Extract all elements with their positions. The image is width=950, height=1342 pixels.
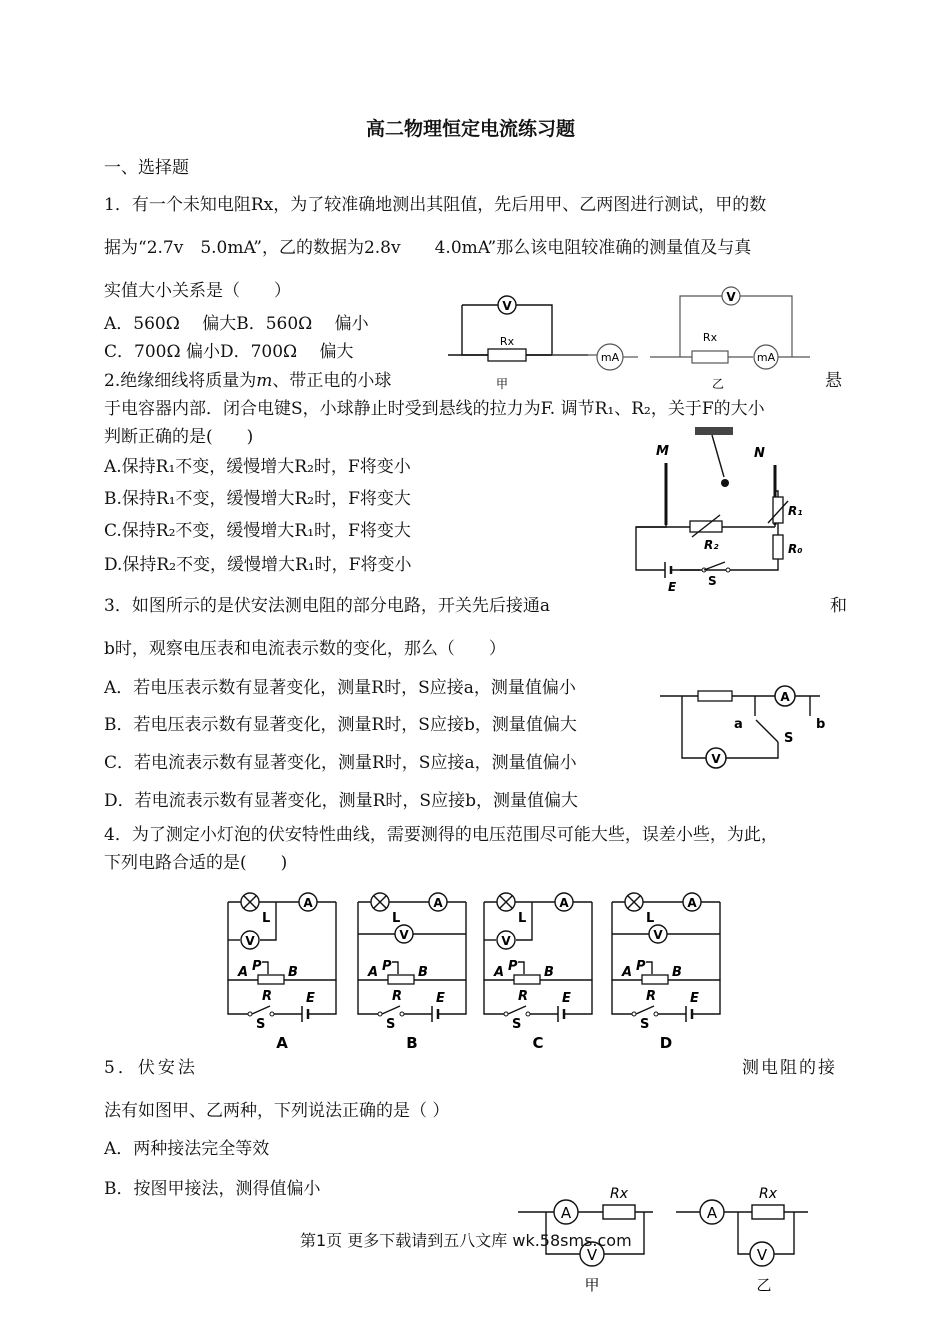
- rheostat-r-label: R: [518, 989, 529, 1004]
- ammeter-label: A: [559, 896, 569, 910]
- rheostat-symbol: [642, 975, 668, 984]
- switch-s-label: S: [512, 1017, 522, 1032]
- ammeter-label: A: [560, 1204, 572, 1222]
- q1-line1: 1．有一个未知电阻Rx，为了较准确地测出其阻值，先后用甲、乙两图进行测试，甲的数: [104, 195, 767, 215]
- voltmeter-label: V: [245, 934, 255, 948]
- q1-line2: 据为“2.7v 5.0mA”，乙的数据为2.8v 4.0mA”那么该电阻较准确的测量值及与真: [104, 238, 752, 258]
- slider-p: [262, 962, 268, 974]
- switch-contact: [270, 1012, 274, 1016]
- end-b-label: B: [418, 965, 428, 980]
- option-label-d: D: [659, 1034, 673, 1052]
- ammeter-label: A: [687, 896, 697, 910]
- battery-e-label: E: [690, 991, 699, 1006]
- q3-option-c: C．若电流表示数有显著变化，测量R时，S应接a，测量值偏小: [104, 753, 577, 773]
- rheostat-r-label: R: [262, 989, 273, 1004]
- switch-contact: [654, 1012, 658, 1016]
- switch-contact: [526, 1012, 530, 1016]
- terminal-a-label: a: [734, 717, 743, 732]
- switch-blade: [252, 1006, 270, 1014]
- q1-circuit-yi: [650, 287, 810, 391]
- slider-p-label: P: [636, 959, 646, 974]
- battery-e-label: E: [562, 991, 571, 1006]
- label-yi: 乙: [711, 377, 725, 391]
- switch-s-label: S: [784, 731, 794, 746]
- section-heading: 一、选择题: [104, 158, 189, 178]
- q3-line1-end: 和: [830, 596, 847, 616]
- q5-line1-end: 测电阻的接: [742, 1058, 837, 1078]
- end-a-label: A: [622, 965, 633, 980]
- ammeter-label: A: [706, 1204, 718, 1222]
- voltmeter-label: V: [726, 290, 736, 304]
- slider-p-label: P: [252, 959, 262, 974]
- q2-option-a: A.保持R₁不变，缓慢增大R₂时，F将变小: [104, 457, 411, 477]
- q2-capacitor-circuit-figure: [630, 425, 830, 595]
- q1-options-ab: A．560Ω 偏大B．560Ω 偏小: [104, 314, 369, 334]
- rx-label: Rx: [702, 331, 718, 344]
- voltmeter-label: V: [586, 1246, 598, 1264]
- q2-line1-part2: 、带正电的小球: [272, 371, 392, 391]
- q5-line2: 法有如图甲、乙两种，下列说法正确的是（ ）: [104, 1101, 450, 1121]
- q2-line3: 判断正确的是( ): [104, 427, 254, 447]
- end-b-label: B: [672, 965, 682, 980]
- plate-m-label: M: [656, 444, 669, 459]
- r1-label: R₁: [788, 504, 803, 518]
- q2-line2: 于电容器内部．闭合电键S，小球静止时受到悬线的拉力为F. 调节R₁、R₂，关于F的大小: [104, 399, 765, 419]
- q1-circuit-figure: [448, 285, 848, 395]
- q1-circuit-jia: [448, 296, 638, 391]
- switch-contact: [504, 1012, 508, 1016]
- page-footer: 第1页 更多下载请到五八文库 wk.58sms.com: [300, 1231, 632, 1250]
- q3-line2: b时，观察电压表和电流表示数的变化，那么（ ）: [104, 639, 506, 659]
- switch-contact: [632, 1012, 636, 1016]
- label-jia: 甲: [495, 377, 509, 391]
- switch-contact: [400, 1012, 404, 1016]
- end-b-label: B: [544, 965, 554, 980]
- r2-label: R₂: [704, 538, 719, 552]
- battery-e-label: E: [668, 580, 677, 594]
- q5-option-a: A．两种接法完全等效: [104, 1139, 270, 1159]
- slider-p-label: P: [382, 959, 392, 974]
- q3-circuit-figure: [660, 680, 850, 780]
- q3-option-a: A．若电压表示数有显著变化，测量R时，S应接a，测量值偏小: [104, 678, 576, 698]
- switch-s-label: S: [386, 1017, 396, 1032]
- voltmeter-label: V: [711, 752, 721, 766]
- end-b-label: B: [288, 965, 298, 980]
- q5-option-b: B．按图甲接法，测得值偏小: [104, 1179, 321, 1199]
- end-a-label: A: [238, 965, 249, 980]
- milliammeter-label: mA: [600, 351, 620, 364]
- q1-options-cd: C．700Ω 偏小D．700Ω 偏大: [104, 342, 354, 362]
- circuit-wire: [358, 980, 378, 1014]
- switch-contact: [378, 1012, 382, 1016]
- lamp-l-label: L: [392, 911, 401, 926]
- switch-blade: [508, 1006, 526, 1014]
- slider-p-label: P: [508, 959, 518, 974]
- milliammeter-label: mA: [756, 351, 776, 364]
- voltmeter-label: V: [653, 928, 663, 942]
- q1-line3: 实值大小关系是（ ）: [104, 281, 291, 301]
- q5-circuit-yi: [676, 1186, 808, 1294]
- q3-line1: 3．如图所示的是伏安法测电阻的部分电路，开关先后接通a: [104, 596, 550, 616]
- rx-label: Rx: [758, 1186, 778, 1202]
- q2-option-c: C.保持R₂不变，缓慢增大R₁时，F将变大: [104, 521, 411, 541]
- switch-blade: [382, 1006, 400, 1014]
- q2-option-b: B.保持R₁不变，缓慢增大R₂时，F将变大: [104, 489, 411, 509]
- battery-e-label: E: [306, 991, 315, 1006]
- ammeter-label: A: [303, 896, 313, 910]
- slider-p: [646, 962, 652, 974]
- q3-option-b: B．若电压表示数有显著变化，测量R时，S应接b，测量值偏大: [104, 715, 577, 735]
- q2-line1: [104, 373, 391, 390]
- voltmeter-label: V: [502, 299, 512, 313]
- switch-contact: [248, 1012, 252, 1016]
- end-a-label: A: [368, 965, 379, 980]
- label-yi: 乙: [756, 1276, 772, 1294]
- switch-s-label: S: [256, 1017, 266, 1032]
- switch-s-label: S: [640, 1017, 650, 1032]
- option-label-a: A: [276, 1034, 288, 1052]
- rx-label: Rx: [499, 335, 515, 348]
- slider-p: [518, 962, 524, 974]
- ammeter-label: A: [433, 896, 443, 910]
- lamp-l-label: L: [646, 911, 655, 926]
- circuit-wire: [484, 980, 504, 1014]
- rheostat-symbol: [514, 975, 540, 984]
- q4-circuit-options-figure: [218, 882, 738, 1052]
- q4-line2: 下列电路合适的是( ): [104, 853, 288, 873]
- q3-option-d: D．若电流表示数有显著变化，测量R时，S应接b，测量值偏大: [104, 791, 578, 811]
- label-jia: 甲: [584, 1276, 600, 1294]
- slider-p: [392, 962, 398, 974]
- q2-line1-part1: 2.绝缘细线将质量为: [104, 371, 257, 391]
- plate-n-label: N: [754, 446, 765, 461]
- battery-e-label: E: [436, 991, 445, 1006]
- voltmeter-label: V: [756, 1246, 768, 1264]
- q4-line1: 4．为了测定小灯泡的伏安特性曲线，需要测得的电压范围尽可能大些，误差小些，为此，: [104, 825, 778, 845]
- q2-mass-symbol: m: [256, 371, 273, 391]
- rheostat-r-label: R: [392, 989, 403, 1004]
- q2-line1-end: 悬: [825, 371, 842, 391]
- rheostat-r-label: R: [646, 989, 657, 1004]
- switch-s-label: S: [708, 574, 717, 588]
- end-a-label: A: [494, 965, 505, 980]
- page-title: 高二物理恒定电流练习题: [366, 118, 576, 140]
- lamp-l-label: L: [518, 911, 527, 926]
- switch-blade: [636, 1006, 654, 1014]
- lamp-l-label: L: [262, 911, 271, 926]
- voltmeter-label: V: [399, 928, 409, 942]
- circuit-wire: [612, 980, 632, 1014]
- q2-option-d: D.保持R₂不变，缓慢增大R₁时，F将变小: [104, 555, 412, 575]
- ammeter-label: A: [780, 690, 790, 704]
- r0-label: R₀: [788, 542, 803, 556]
- voltmeter-label: V: [501, 934, 511, 948]
- terminal-b-label: b: [816, 717, 826, 732]
- option-label-c: C: [532, 1034, 544, 1052]
- q5-line1: 5．伏安法: [104, 1058, 198, 1078]
- rheostat-symbol: [388, 975, 414, 984]
- rheostat-symbol: [258, 975, 284, 984]
- option-label-b: B: [406, 1034, 418, 1052]
- rx-label: Rx: [609, 1186, 629, 1202]
- circuit-wire: [228, 980, 248, 1014]
